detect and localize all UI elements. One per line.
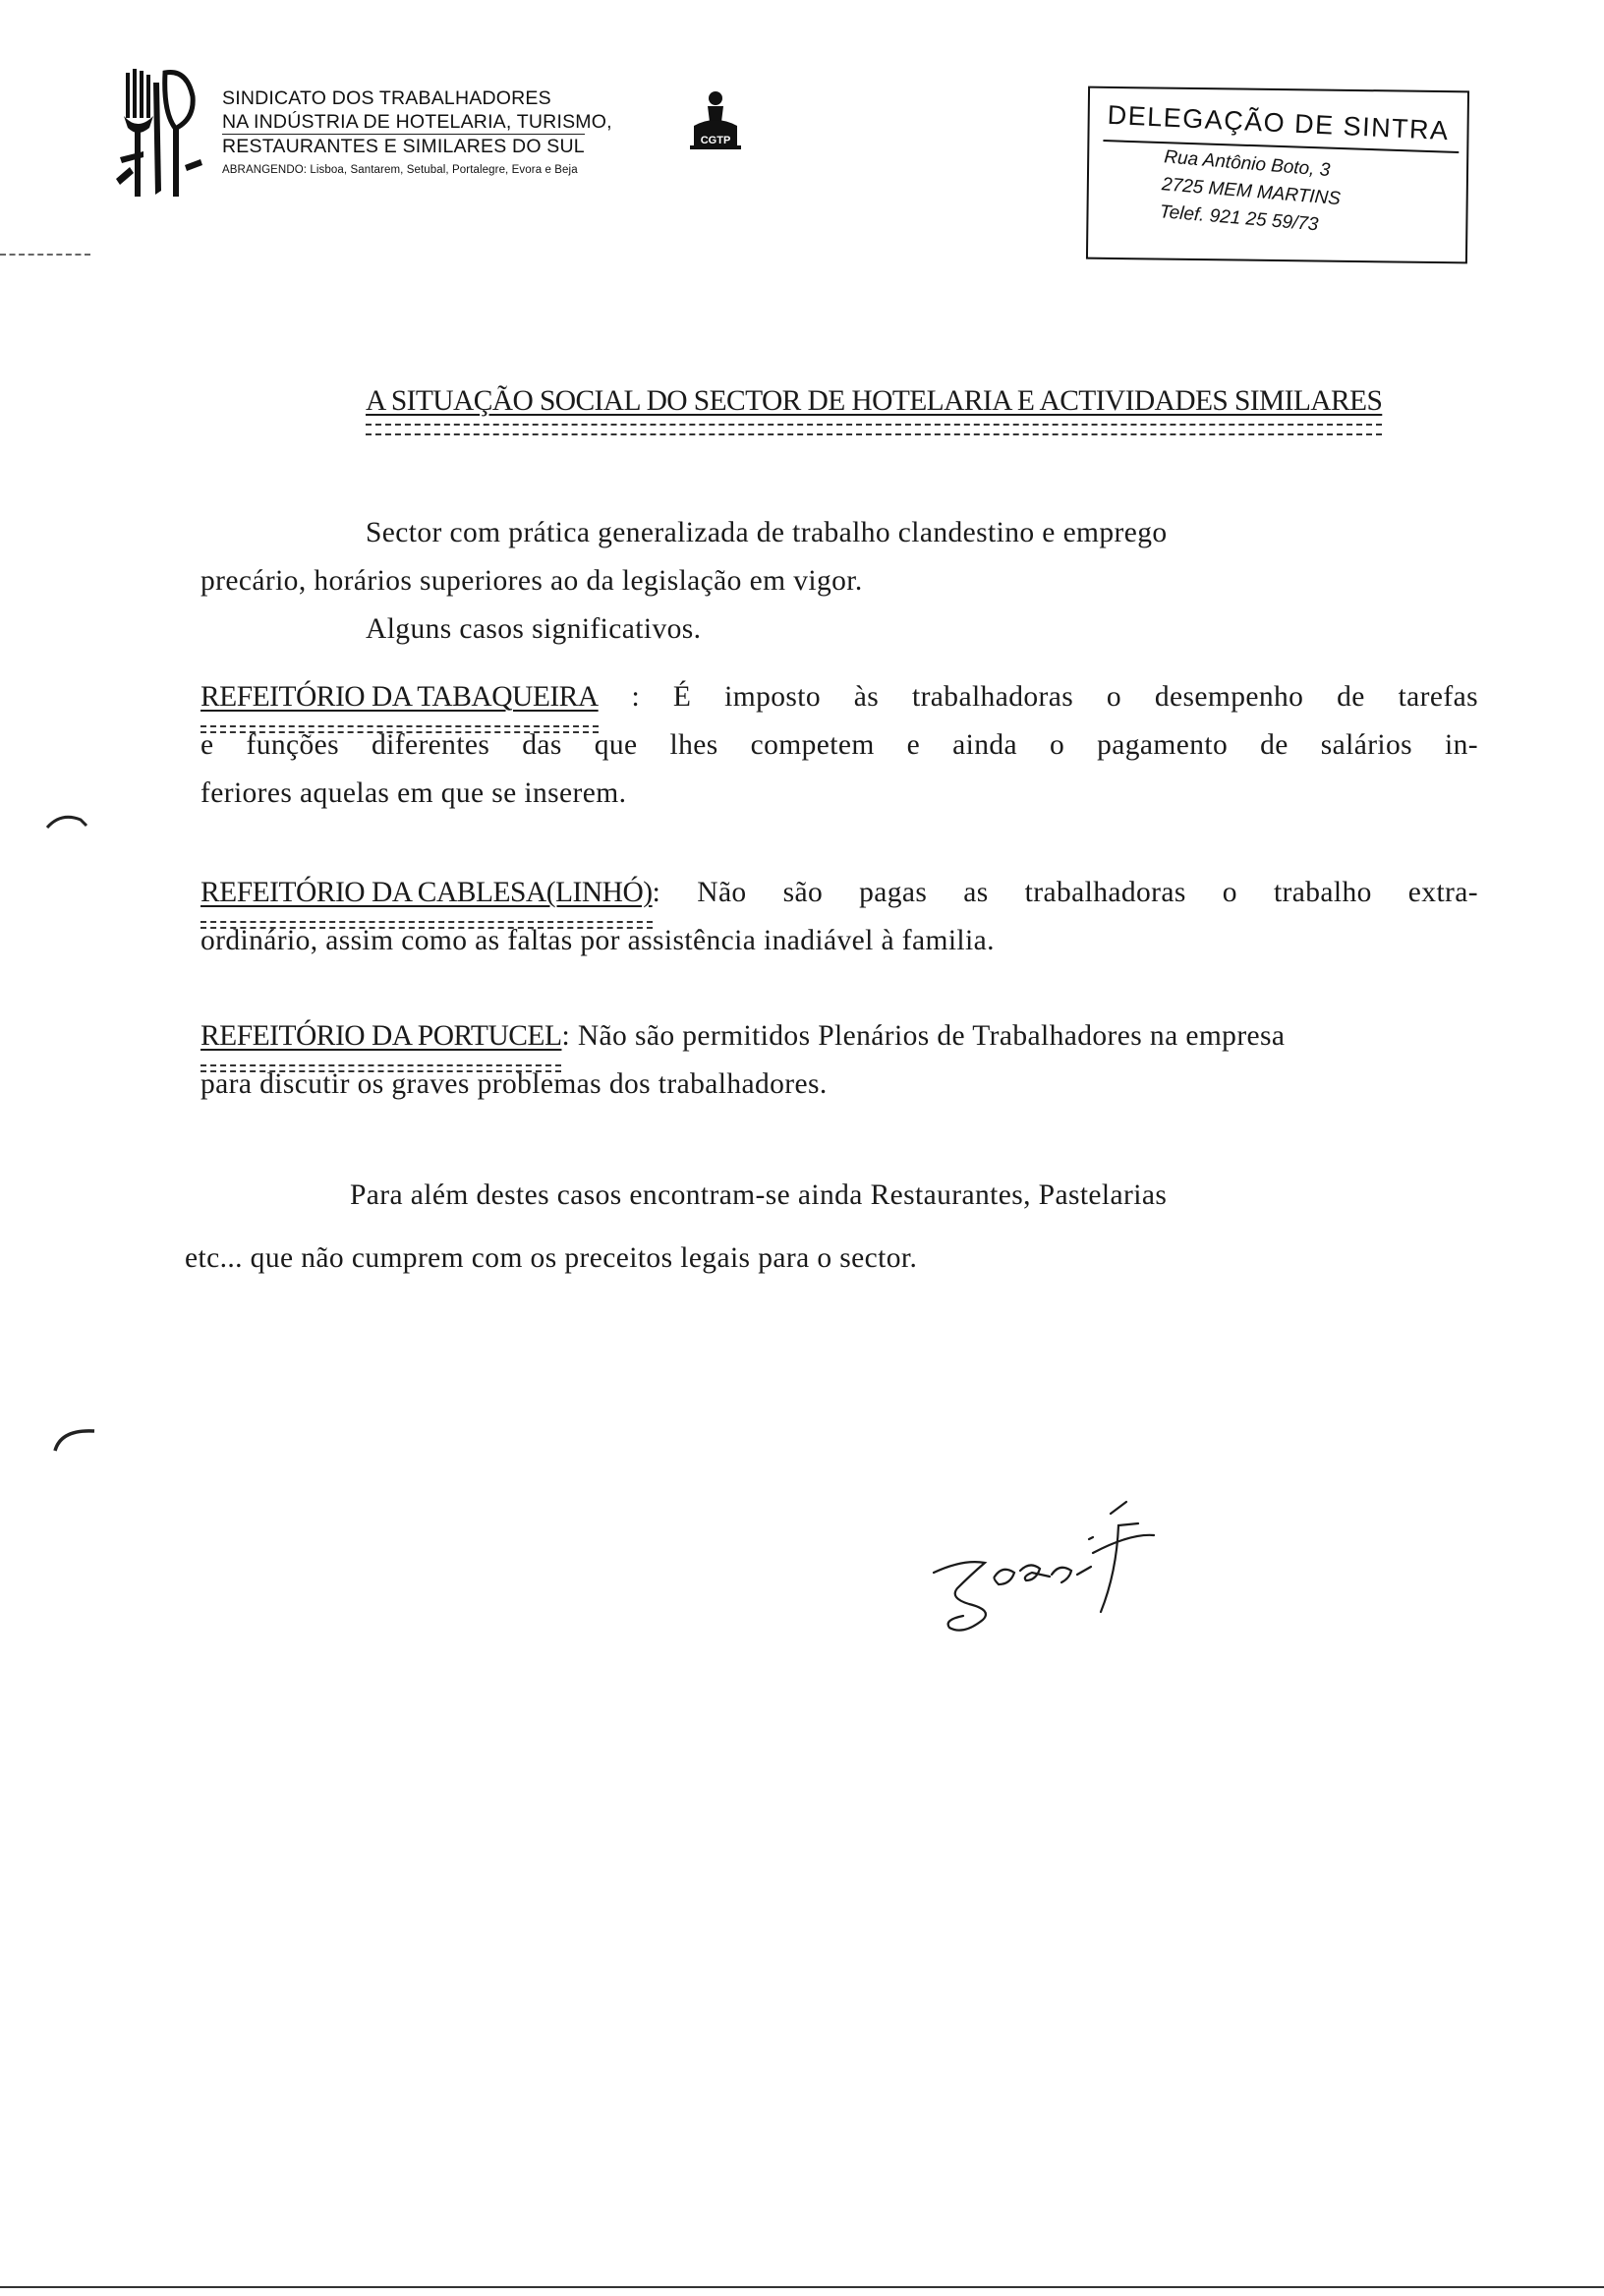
closing-line-2: etc... que não cumprem com os preceitos legais para o sector. [185, 1242, 918, 1274]
case-separator: : [561, 1020, 578, 1052]
intro-line-1: Sector com prática generalizada de trabalho clandestino e emprego [366, 517, 1168, 548]
title-block [366, 385, 1382, 435]
case-separator: : [652, 877, 698, 908]
title-double-rule [366, 424, 1382, 435]
intro-paragraph [200, 509, 1168, 654]
org-name-line-2: NA INDÚSTRIA DE HOTELARIA, TURISMO, [222, 111, 612, 133]
stamp-address [1159, 144, 1345, 241]
case-heading: REFEITÓRIO DA CABLESA(LINHÓ) [200, 869, 653, 917]
margin-mark [0, 254, 90, 256]
case-heading: REFEITÓRIO DA PORTUCEL [200, 1012, 561, 1061]
closing-line-1: Para além destes casos encontram-se ainda Restaurantes, Pastelarias [350, 1179, 1168, 1211]
cutlery-logo-icon [116, 63, 210, 201]
margin-scribble-mark [49, 1421, 100, 1455]
case-line: para discutir os graves problemas dos trabalhadores. [200, 1068, 828, 1100]
case-text: É imposto às trabalhadoras o desempenho de tarefas [672, 681, 1478, 713]
case-heading: REFEITÓRIO DA TABAQUEIRA [200, 673, 599, 721]
intro-line-3: Alguns casos significativos. [366, 613, 702, 645]
margin-scribble-mark [43, 806, 92, 835]
org-name-line-1: SINDICATO DOS TRABALHADORES [222, 87, 551, 109]
case-text: Não são pagas as trabalhadoras o trabalho extra- [697, 877, 1478, 908]
case-first-line [200, 1012, 1285, 1061]
delegation-stamp [1086, 86, 1469, 264]
case-first-line [200, 673, 1478, 721]
closing-paragraph [185, 1164, 1167, 1290]
case-tabaqueira [200, 673, 1478, 818]
cgtp-mark-text: CGTP [700, 135, 731, 146]
case-text: Não são permitidos Plenários de Trabalhadores na empresa [577, 1020, 1286, 1052]
stamp-title: DELEGAÇÃO DE SINTRA [1107, 99, 1451, 146]
intro-line-2: precário, horários superiores ao da legislação em vigor. [200, 565, 863, 597]
org-name-line-3: RESTAURANTES E SIMILARES DO SUL [222, 136, 585, 157]
case-line: ordinário, assim como as faltas por assistência inadiável à familia. [200, 925, 995, 956]
organization-block [222, 86, 753, 176]
case-first-line [200, 869, 1478, 917]
case-portucel [200, 1012, 1285, 1109]
stamp-address-street: Rua Antônio Boto, 3 [1163, 146, 1332, 182]
cgtp-logo-icon [690, 88, 741, 155]
document-title: A SITUAÇÃO SOCIAL DO SECTOR DE HOTELARIA E ACTIVIDADES SIMILARES [366, 385, 1383, 417]
case-line: e funções diferentes das que lhes competem e ainda o pagamento de salários in- [200, 729, 1478, 761]
case-cablesa [200, 869, 1478, 965]
handwritten-signature [924, 1494, 1209, 1651]
case-separator: : [598, 681, 673, 713]
stamp-address-postcode: 2725 MEM MARTINS [1161, 174, 1342, 210]
page-bottom-edge [0, 2286, 1604, 2288]
stamp-phone: Telef. 921 25 59/73 [1158, 201, 1320, 236]
case-line: feriores aquelas em que se inserem. [200, 777, 627, 809]
coverage-regions: ABRANGENDO: Lisboa, Santarem, Setubal, Portalegre, Evora e Beja [222, 164, 578, 176]
